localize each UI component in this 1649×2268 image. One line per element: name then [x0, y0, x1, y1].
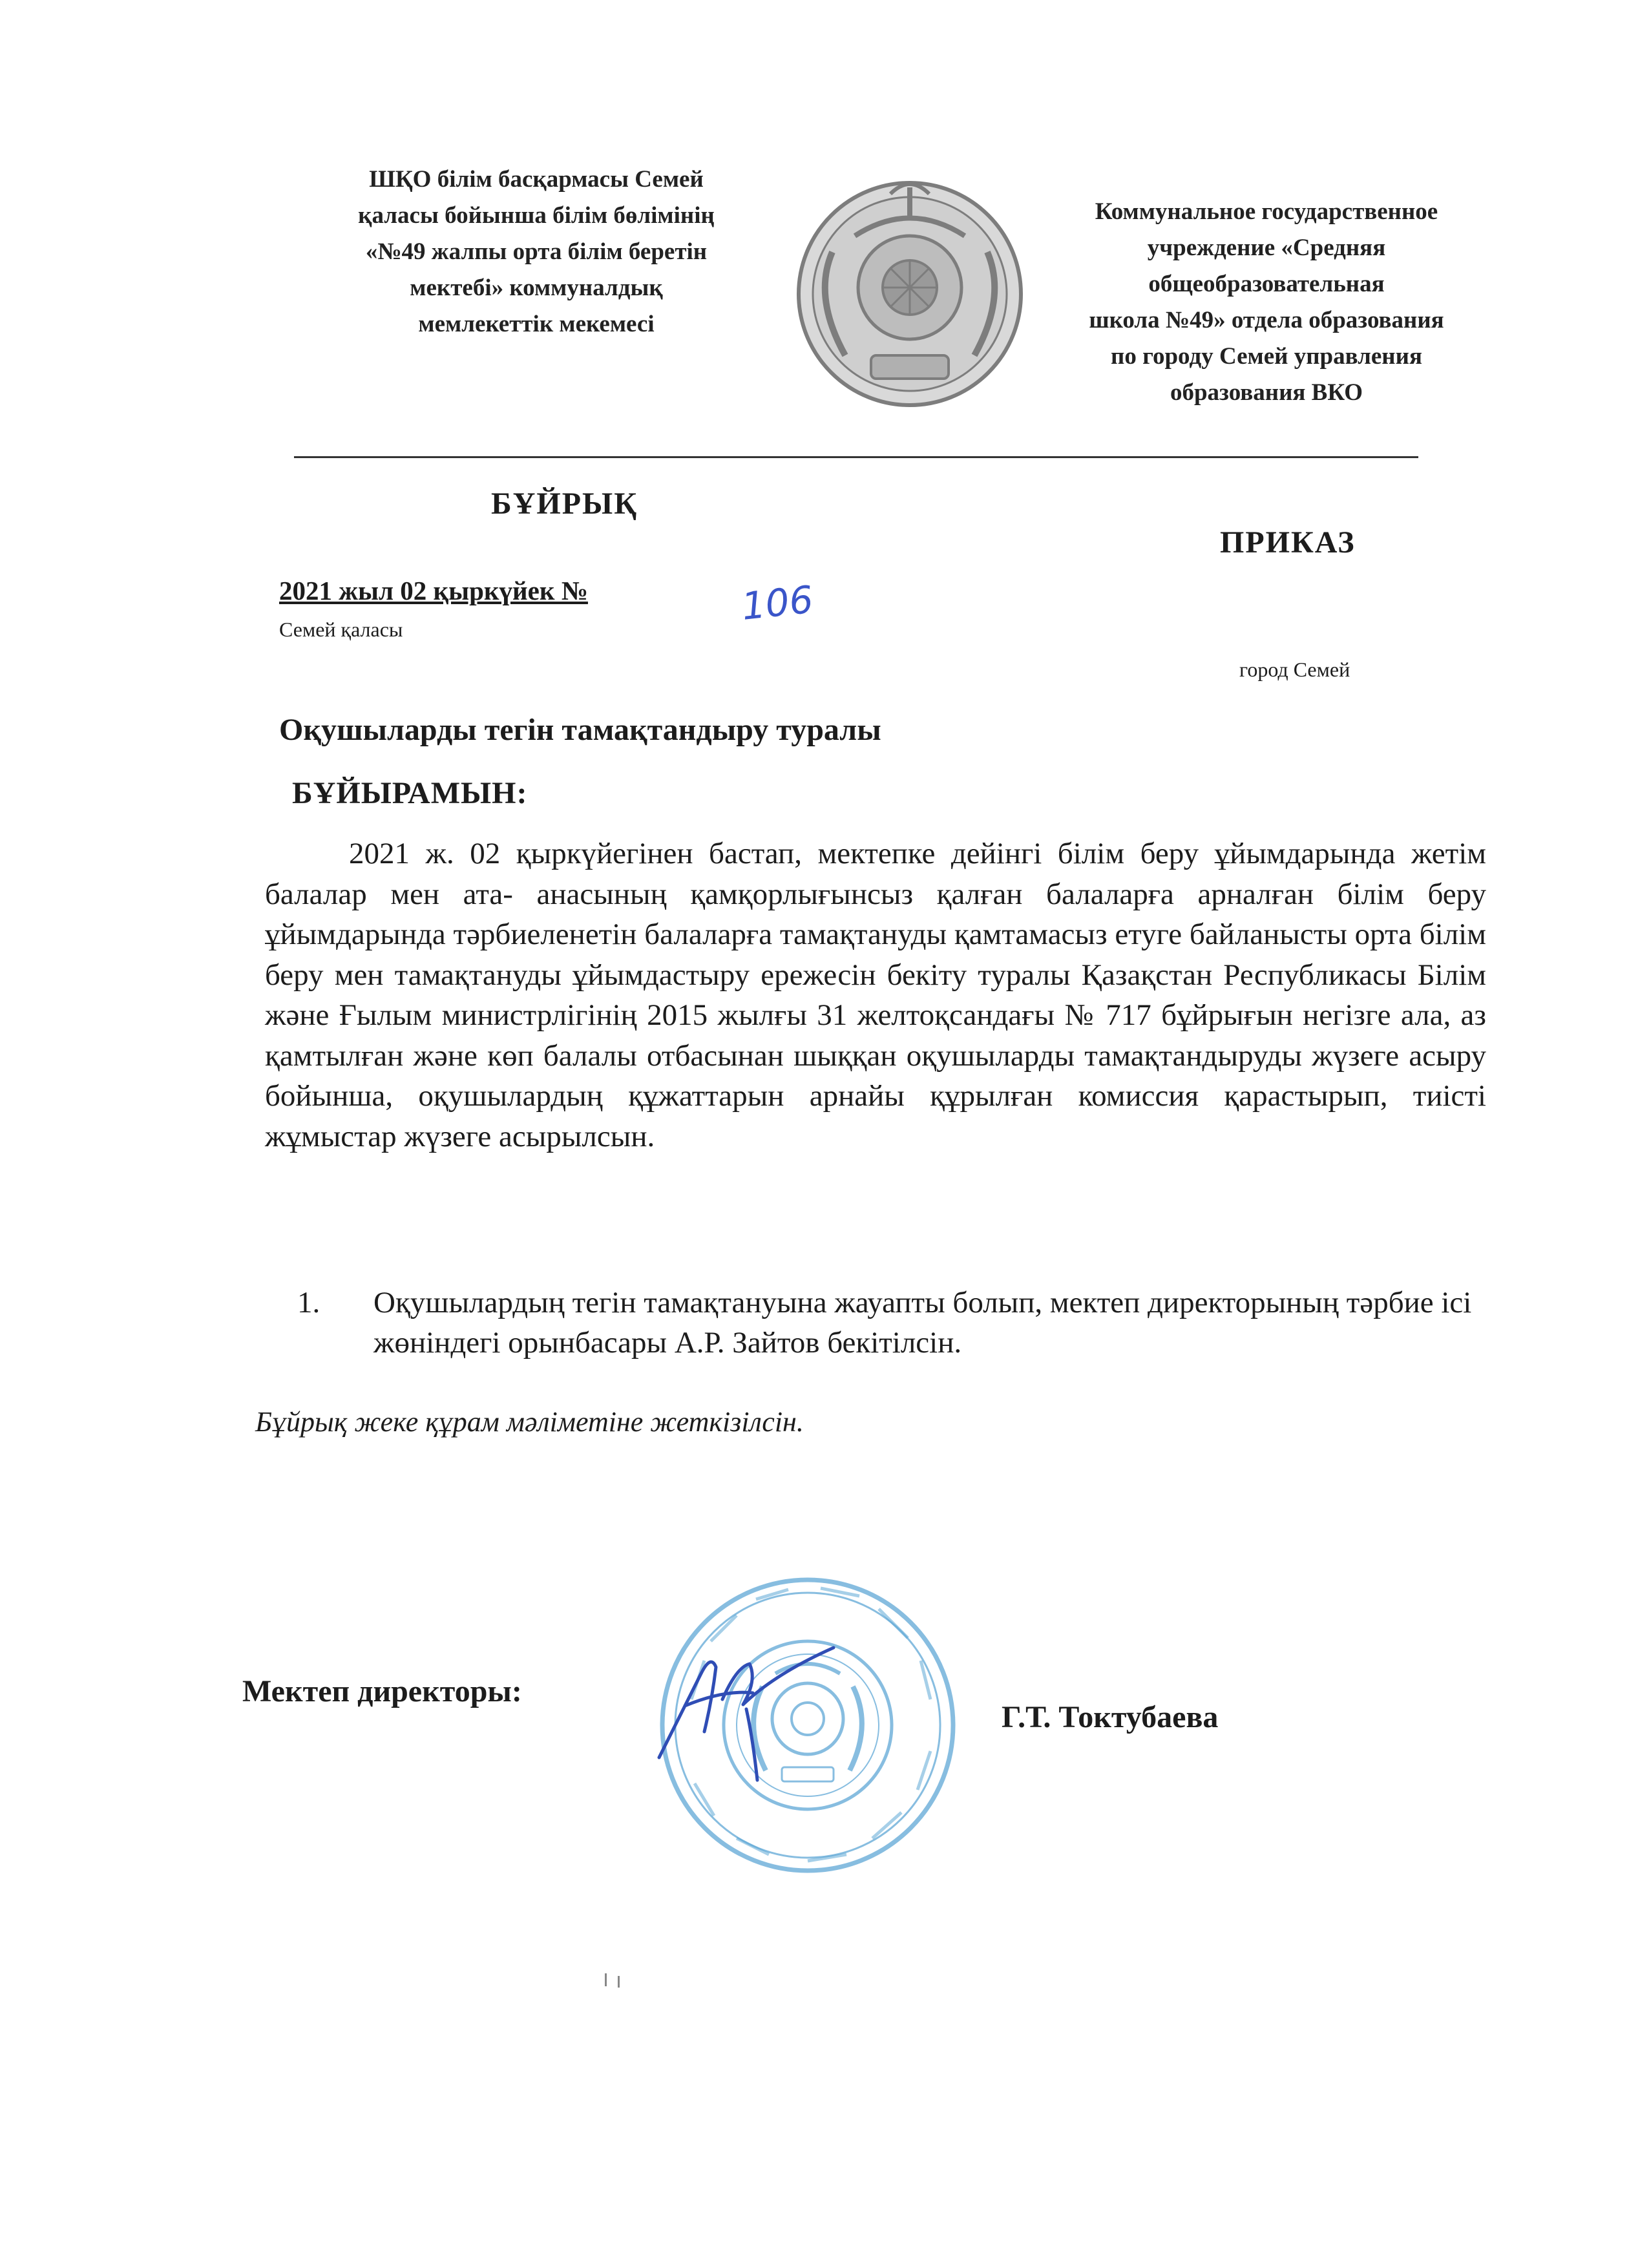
order-subject: Оқушыларды тегін тамақтандыру туралы	[279, 713, 881, 747]
doc-type-kz: БҰЙРЫҚ	[491, 487, 638, 521]
signature-label: Мектеп директоры:	[242, 1674, 522, 1708]
header-ru-line: Коммунальное государственное	[1095, 198, 1438, 225]
header-kz	[278, 162, 795, 342]
order-body	[265, 834, 1486, 1157]
list-item-number: 1.	[297, 1286, 320, 1319]
header-kz-line: мемлекеттік мекемесі	[418, 311, 655, 337]
distribution-note: Бұйрық жеке құрам мәліметіне жеткізілсін.	[255, 1406, 804, 1438]
order-body-paragraph: 2021 ж. 02 қыркүйегінен бастап, мектепке дейінгі білім беру ұйымдарында жетім балалар мен ата- анасының қамқорлығынсыз қалған балаларға арналған білім беру ұйымдарында тәрбиеленетін балаларға тамақтануды қамтамасыз етуге байланысты орта білім беру мен тамақтануды ұйымдастыру ережесін бекіту туралы Қазақстан Республикасы Білім және Ғылым министрлігінің 2015 жылғы 31 желтоқсандағы № 717 бұйрығын негізге ала, аз қамтылған және көп балалы отбасынан шыққан оқушыларды тамақтандыруды жүзеге асыру бойынша, оқушылардың құжаттарын арнайы құрылған комиссия қарастырып, тиісті жұмыстар жүзеге асырылсын.	[265, 837, 1486, 1153]
header-ru-line: общеобразовательная	[1148, 271, 1385, 297]
header-ru-line: учреждение «Средняя	[1147, 235, 1386, 261]
header-kz-line: «№49 жалпы орта білім беретін	[365, 238, 708, 265]
city-kz: Семей қаласы	[279, 618, 403, 641]
signature-icon	[640, 1628, 840, 1790]
scan-specks	[601, 1971, 627, 1997]
header-kz-line: мектебі» коммуналдық	[410, 275, 663, 301]
header-ru-line: образования ВКО	[1170, 379, 1363, 406]
order-date: 2021 жыл 02 қыркүйек №	[279, 576, 588, 605]
signatory-name: Г.Т. Токтубаева	[1002, 1700, 1219, 1734]
order-number-handwritten: 106	[739, 577, 815, 629]
state-emblem-icon	[793, 174, 1026, 414]
city-ru: город Семей	[1239, 658, 1350, 681]
header-kz-line: ШҚО білім басқармасы Семей	[369, 166, 704, 193]
header-ru	[1008, 194, 1525, 411]
order-verb: БҰЙЫРАМЫН:	[292, 776, 528, 810]
header-ru-line: школа №49» отдела образования	[1089, 307, 1444, 333]
list-item-text: Оқушылардың тегін тамақтануына жауапты болып, мектеп директорының тәрбие ісі жөніндегі орынбасары А.Р. Зайтов бекітілсін.	[373, 1286, 1472, 1360]
header-divider	[294, 456, 1418, 458]
header-kz-line: қаласы бойынша білім бөлімінің	[358, 202, 715, 229]
header-ru-line: по городу Семей управления	[1111, 343, 1422, 370]
doc-type-ru: ПРИКАЗ	[1220, 525, 1356, 560]
